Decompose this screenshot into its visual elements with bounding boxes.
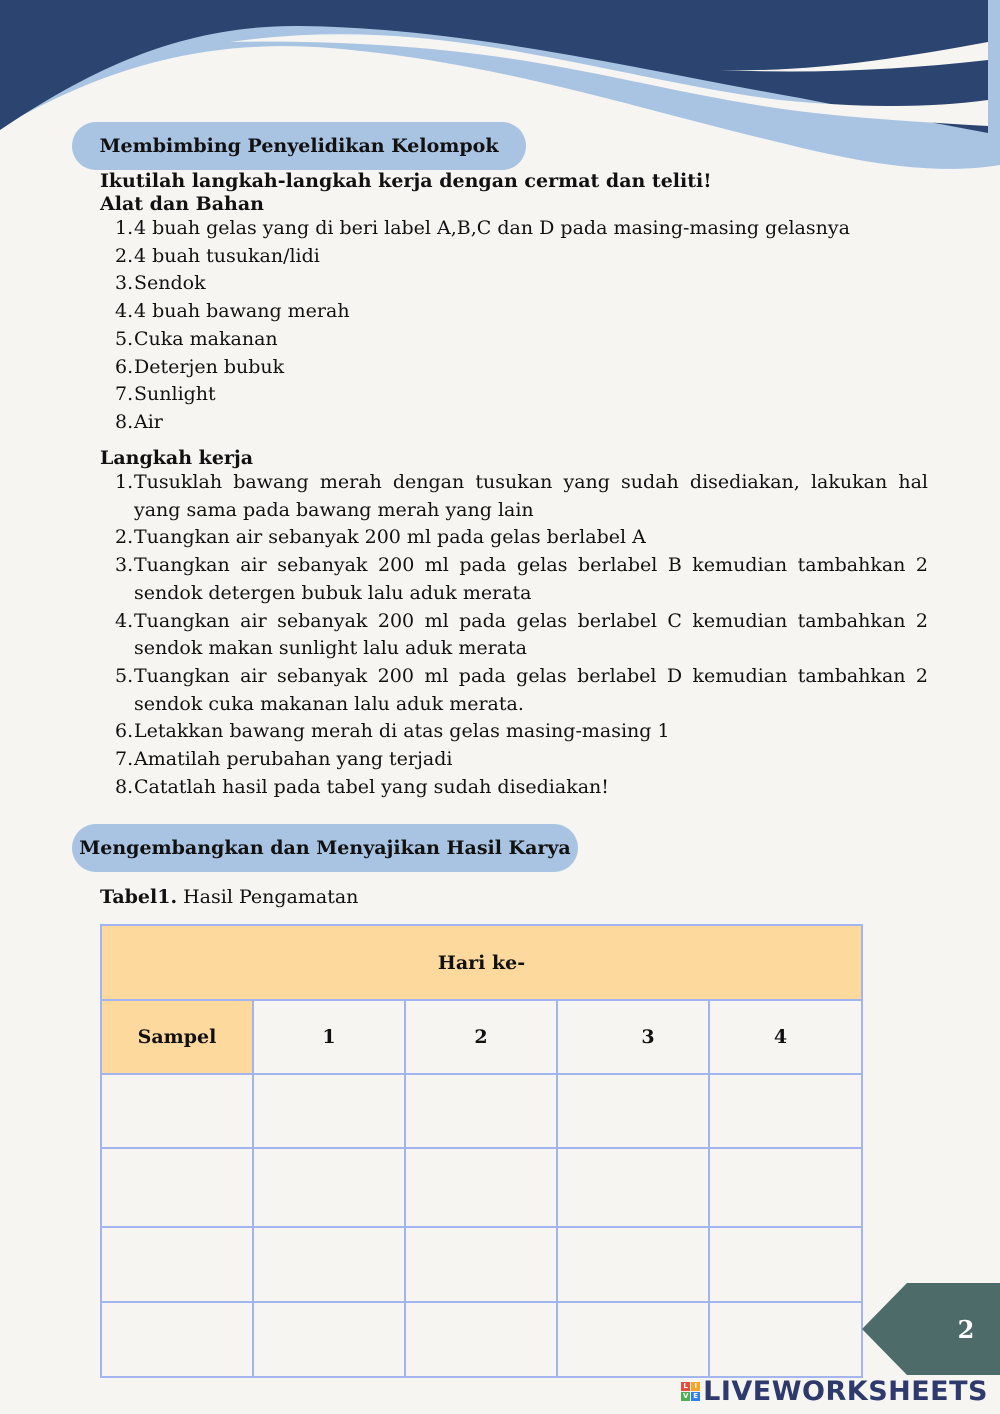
step-item-text: Tuangkan air sebanyak 200 ml pada gelas berlabel A bbox=[134, 526, 646, 549]
table-cell[interactable] bbox=[253, 1227, 405, 1302]
table-header-day-3: 3 bbox=[557, 1000, 709, 1074]
step-item-number: 3. bbox=[115, 554, 134, 577]
page-number: 2 bbox=[957, 1314, 975, 1344]
table-header-day-1: 1 bbox=[253, 1000, 405, 1074]
table-row bbox=[101, 1227, 862, 1302]
material-item bbox=[115, 215, 850, 243]
material-item-text: 4 buah bawang merah bbox=[134, 300, 350, 323]
material-item-text: Sendok bbox=[134, 272, 206, 295]
table-cell[interactable] bbox=[557, 1074, 709, 1148]
brand-text: LIVEWORKSHEETS bbox=[703, 1375, 988, 1407]
table-cell[interactable] bbox=[405, 1074, 557, 1148]
material-item-text: Air bbox=[134, 410, 163, 433]
materials-list bbox=[115, 215, 850, 437]
table-cell[interactable] bbox=[557, 1227, 709, 1302]
material-item-number: 6. bbox=[115, 355, 134, 378]
material-item bbox=[115, 326, 850, 354]
table-cell[interactable] bbox=[709, 1227, 862, 1302]
material-item-number: 2. bbox=[115, 244, 134, 267]
table-cell[interactable] bbox=[101, 1074, 253, 1148]
step-item bbox=[115, 608, 928, 663]
brand-logo-icon: L I V E bbox=[681, 1382, 700, 1401]
material-item-text: 4 buah gelas yang di beri label A,B,C dan D pada masing-masing gelasnya bbox=[134, 217, 850, 239]
step-item bbox=[115, 746, 928, 774]
table-cell[interactable] bbox=[253, 1302, 405, 1377]
material-item-number: 3. bbox=[115, 272, 134, 295]
table-cell[interactable] bbox=[101, 1227, 253, 1302]
table-cell[interactable] bbox=[253, 1074, 405, 1148]
step-item-text: Tusuklah bawang merah dengan tusukan yang sudah disediakan, lakukan hal yang sama pada bawang merah yang lain bbox=[134, 471, 928, 521]
table-cell[interactable] bbox=[557, 1148, 709, 1227]
material-item bbox=[115, 270, 850, 298]
step-item bbox=[115, 524, 928, 552]
table-header-sample: Sampel bbox=[101, 1000, 253, 1074]
table-cell[interactable] bbox=[101, 1148, 253, 1227]
table-caption-text: Hasil Pengamatan bbox=[183, 886, 359, 908]
instruction-text: Ikutilah langkah-langkah kerja dengan cermat dan teliti! bbox=[100, 170, 712, 192]
material-item bbox=[115, 409, 850, 437]
material-item bbox=[115, 298, 850, 326]
table-cell[interactable] bbox=[405, 1302, 557, 1377]
observation-table bbox=[100, 924, 863, 1378]
table-row bbox=[101, 1302, 862, 1377]
material-item-text: Cuka makanan bbox=[134, 327, 278, 350]
step-item-text: Tuangkan air sebanyak 200 ml pada gelas berlabel D kemudian tambahkan 2 sendok cuka makanan lalu aduk merata. bbox=[134, 664, 928, 715]
step-item-number: 1. bbox=[115, 471, 134, 493]
step-item-number: 5. bbox=[115, 664, 134, 687]
step-item-number: 2. bbox=[115, 526, 134, 549]
material-item-number: 1. bbox=[115, 217, 134, 239]
materials-heading: Alat dan Bahan bbox=[100, 193, 264, 215]
step-item-text: Catatlah hasil pada tabel yang sudah disediakan! bbox=[134, 775, 609, 798]
material-item bbox=[115, 243, 850, 271]
step-item bbox=[115, 552, 928, 607]
material-item-number: 5. bbox=[115, 327, 134, 350]
material-item-text: Sunlight bbox=[134, 383, 216, 406]
section-title-results: Mengembangkan dan Menyajikan Hasil Karya bbox=[72, 824, 578, 872]
liveworksheets-brand bbox=[681, 1376, 988, 1406]
table-row bbox=[101, 1148, 862, 1227]
page-number-tab bbox=[862, 1283, 1000, 1375]
step-item-number: 4. bbox=[115, 609, 134, 632]
step-item bbox=[115, 469, 928, 524]
material-item-number: 4. bbox=[115, 300, 134, 323]
table-cell[interactable] bbox=[405, 1227, 557, 1302]
step-item-number: 8. bbox=[115, 775, 134, 798]
material-item-text: 4 buah tusukan/lidi bbox=[134, 244, 320, 267]
table-cell[interactable] bbox=[709, 1302, 862, 1377]
table-cell[interactable] bbox=[101, 1302, 253, 1377]
steps-list bbox=[115, 469, 928, 801]
table-cell[interactable] bbox=[405, 1148, 557, 1227]
material-item-number: 7. bbox=[115, 383, 134, 406]
step-item-text: Tuangkan air sebanyak 200 ml pada gelas berlabel C kemudian tambahkan 2 sendok makan sunlight lalu aduk merata bbox=[134, 609, 928, 660]
step-item-text: Amatilah perubahan yang terjadi bbox=[134, 748, 453, 771]
step-item bbox=[115, 718, 928, 746]
table-cell[interactable] bbox=[709, 1074, 862, 1148]
table-header-day: Hari ke- bbox=[101, 925, 862, 1000]
material-item bbox=[115, 381, 850, 409]
section-title-investigation: Membimbing Penyelidikan Kelompok bbox=[72, 122, 526, 170]
table-row bbox=[101, 1074, 862, 1148]
table-header-day-4: 4 bbox=[709, 1000, 862, 1074]
table-cell[interactable] bbox=[253, 1148, 405, 1227]
step-item-text: Letakkan bawang merah di atas gelas masing-masing 1 bbox=[134, 720, 670, 743]
step-item bbox=[115, 774, 928, 802]
step-item-number: 7. bbox=[115, 748, 134, 771]
table-caption-label: Tabel1. bbox=[100, 886, 178, 908]
step-item-text: Tuangkan air sebanyak 200 ml pada gelas berlabel B kemudian tambahkan 2 sendok detergen bubuk lalu aduk merata bbox=[134, 554, 928, 604]
material-item-number: 8. bbox=[115, 410, 134, 433]
material-item-text: Deterjen bubuk bbox=[134, 355, 285, 378]
material-item bbox=[115, 354, 850, 382]
step-item bbox=[115, 663, 928, 718]
table-header-day-2: 2 bbox=[405, 1000, 557, 1074]
table-caption bbox=[100, 886, 358, 908]
table-cell[interactable] bbox=[709, 1148, 862, 1227]
steps-heading: Langkah kerja bbox=[100, 447, 254, 469]
step-item-number: 6. bbox=[115, 720, 134, 743]
table-cell[interactable] bbox=[557, 1302, 709, 1377]
